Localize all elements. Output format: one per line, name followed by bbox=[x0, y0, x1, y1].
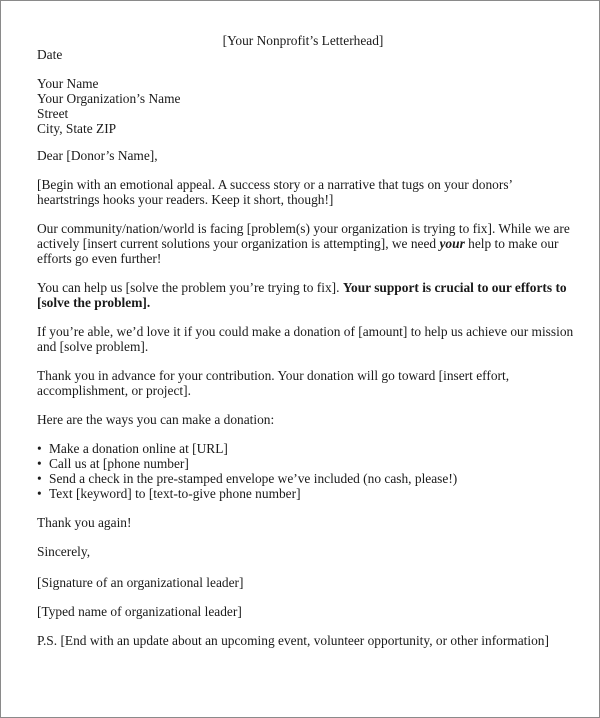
thanks-again: Thank you again! bbox=[37, 515, 132, 530]
list-item bbox=[37, 486, 577, 501]
list-item bbox=[37, 441, 577, 456]
paragraph-donation-ask: If you’re able, we’d love it if you could make a donation of [amount] to help us achieve our mission and [solve problem]. bbox=[37, 324, 574, 354]
typed-name-placeholder: [Typed name of organizational leader] bbox=[37, 604, 242, 619]
paragraph-thank-you: Thank you in advance for your contribution. Your donation will go toward [insert effort, accomplishment, or project]. bbox=[37, 368, 510, 398]
bullet-icon: • bbox=[37, 471, 42, 486]
list-item-text: Text [keyword] to [text-to-give phone number] bbox=[49, 486, 301, 501]
ways-intro: Here are the ways you can make a donation: bbox=[37, 412, 275, 427]
address-city-state-zip: City, State ZIP bbox=[37, 121, 117, 136]
donation-ways-list bbox=[37, 441, 577, 501]
paragraph-help-bold: Your support is crucial to our efforts to [solve the problem]. bbox=[37, 280, 567, 310]
closing: Sincerely, bbox=[37, 544, 91, 559]
paragraph-problem bbox=[37, 221, 577, 266]
list-item bbox=[37, 456, 577, 471]
paragraph-help-text: You can help us [solve the problem you’re trying to fix]. bbox=[37, 280, 343, 295]
paragraph-problem-text-end: help to make our efforts go even further! bbox=[37, 236, 559, 266]
address-organization: Your Organization’s Name bbox=[37, 91, 181, 106]
signature-placeholder: [Signature of an organizational leader] bbox=[37, 575, 244, 590]
list-item-text: Call us at [phone number] bbox=[49, 456, 189, 471]
letterhead: [Your Nonprofit’s Letterhead] bbox=[222, 33, 384, 48]
paragraph-help bbox=[37, 280, 577, 310]
date-line: Date bbox=[37, 47, 63, 62]
list-item bbox=[37, 471, 577, 486]
paragraph-problem-text: Our community/nation/world is facing [problem(s) your organization is trying to fix]. While we are actively [insert current solutions your organization is attempting], we need bbox=[37, 221, 570, 251]
bullet-icon: • bbox=[37, 456, 42, 471]
postscript: P.S. [End with an update about an upcoming event, volunteer opportunity, or other information] bbox=[37, 633, 549, 648]
address-street: Street bbox=[37, 106, 69, 121]
bullet-icon: • bbox=[37, 486, 42, 501]
address-name: Your Name bbox=[37, 76, 99, 91]
list-item-text: Make a donation online at [URL] bbox=[49, 441, 228, 456]
salutation: Dear [Donor’s Name], bbox=[37, 148, 158, 163]
paragraph-emotional-appeal: [Begin with an emotional appeal. A success story or a narrative that tugs on your donors’ heartstrings hooks your readers. Keep it short, though!] bbox=[37, 177, 513, 207]
letter-body bbox=[37, 47, 577, 662]
paragraph-problem-emphasis: your bbox=[439, 236, 465, 251]
bullet-icon: • bbox=[37, 441, 42, 456]
list-item-text: Send a check in the pre-stamped envelope we’ve included (no cash, please!) bbox=[49, 471, 458, 486]
sender-address bbox=[37, 76, 577, 136]
